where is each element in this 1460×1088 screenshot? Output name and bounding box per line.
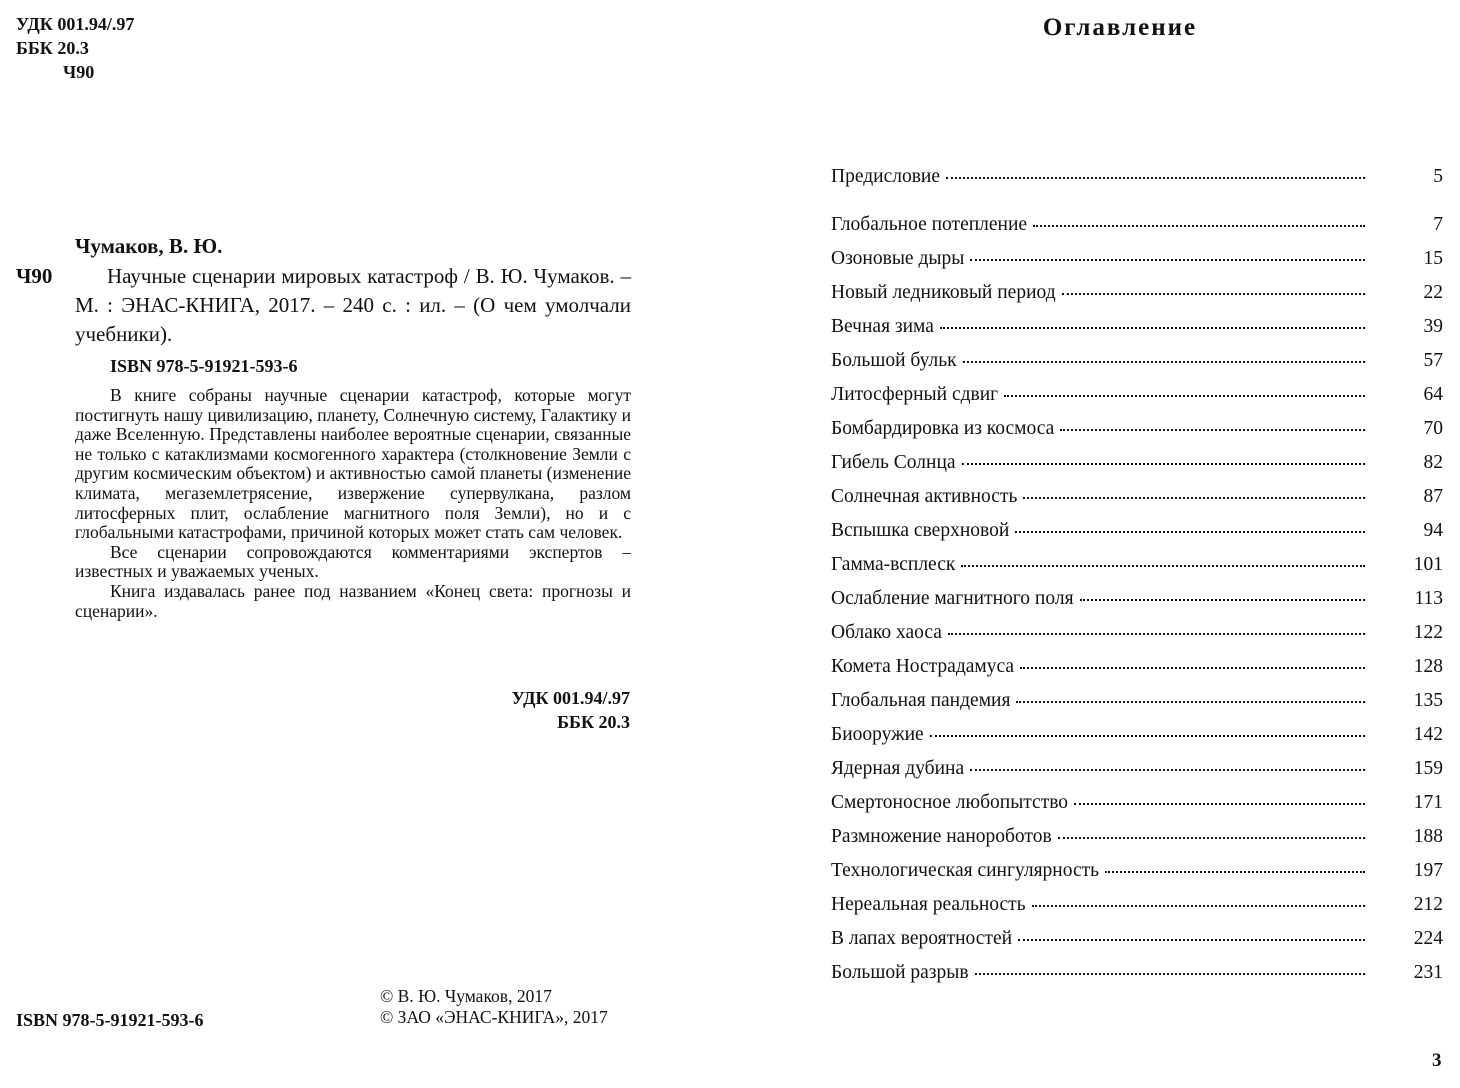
toc-leader-dots [961,565,1365,567]
toc-entry[interactable] [831,384,1443,418]
toc-entry-title: Солнечная активность [831,486,1018,507]
toc-entry-page: 231 [1413,962,1443,983]
annotation [75,386,631,621]
annotation-paragraph: Книга издавалась ранее под названием «Конец света: прогнозы и сценарии». [75,580,631,621]
bibliographic-description: Научные сценарии мировых катастроф / В. Ю. Чумаков. – М. : ЭНАС-КНИГА, 2017. – 240 с. : ил. – (О чем умолчали учебники). [75,264,631,346]
isbn-bottom: ISBN 978-5-91921-593-6 [16,1010,204,1030]
toc-leader-dots [1018,939,1365,941]
toc-entry[interactable] [831,792,1443,826]
toc-entry-title: Новый ледниковый период [831,282,1056,303]
toc-leader-dots [1033,225,1365,227]
toc-entry-page: 135 [1413,690,1443,711]
table-of-contents [831,166,1443,996]
toc-entry[interactable] [831,588,1443,622]
toc-entry-page: 212 [1413,894,1443,915]
toc-entry-page: 39 [1423,316,1443,337]
toc-leader-dots [1062,293,1365,295]
toc-heading: Оглавление [1042,14,1198,41]
toc-entry[interactable] [831,282,1443,316]
toc-entry-title: Озоновые дыры [831,248,965,269]
toc-entry[interactable] [831,214,1443,248]
toc-entry-title: Вечная зима [831,316,934,337]
toc-leader-dots [1020,667,1365,669]
toc-leader-dots [1004,395,1365,397]
toc-entry-page: 64 [1423,384,1443,405]
toc-leader-dots [1058,837,1365,839]
toc-leader-dots [946,177,1365,179]
toc-entry-page: 197 [1413,860,1443,881]
toc-leader-dots [1060,429,1365,431]
toc-entry-page: 159 [1413,758,1443,779]
toc-entry-title: Нереальная реальность [831,894,1026,915]
annotation-paragraph: Все сценарии сопровождаются комментариями экспертов – известных и уважаемых ученых. [75,541,631,582]
toc-entry-page: 7 [1433,214,1443,235]
toc-entry-page: 142 [1413,724,1443,745]
toc-leader-dots [1074,803,1365,805]
toc-leader-dots [963,361,1365,363]
toc-leader-dots [962,463,1365,465]
toc-leader-dots [970,259,1365,261]
toc-entry-page: 5 [1433,166,1443,187]
author-mark-top: Ч90 [63,62,95,82]
toc-entry[interactable] [831,554,1443,588]
toc-entry-title: Большой разрыв [831,962,969,983]
toc-entry-title: Ядерная дубина [831,758,965,779]
toc-entry-page: 15 [1423,248,1443,269]
toc-entry-page: 101 [1413,554,1443,575]
toc-entry-page: 87 [1423,486,1443,507]
toc-entry-title: Биооружие [831,724,924,745]
toc-entry-page: 94 [1423,520,1443,541]
toc-entry-page: 82 [1423,452,1443,473]
toc-entry-page: 113 [1414,588,1443,609]
toc-entry[interactable] [831,350,1443,384]
toc-leader-dots [1105,871,1365,873]
toc-entry[interactable] [831,418,1443,452]
isbn-inline: ISBN 978-5-91921-593-6 [110,356,298,376]
toc-entry[interactable] [831,860,1443,894]
toc-entry[interactable] [831,724,1443,758]
toc-entry-title: Предисловие [831,166,941,187]
toc-entry-page: 171 [1413,792,1443,813]
copyright-author: © В. Ю. Чумаков, 2017 [380,986,552,1006]
toc-entry-title: Большой бульк [831,350,957,371]
toc-entry[interactable] [831,248,1443,282]
toc-entry-title: Размножение нанороботов [831,826,1052,847]
toc-entry-title: Облако хаоса [831,622,942,643]
udk-code-bottom: УДК 001.94/.97 [511,688,630,708]
toc-entry[interactable] [831,962,1443,996]
toc-entry-title: Бомбардировка из космоса [831,418,1055,439]
toc-leader-dots [975,973,1365,975]
toc-leader-dots [948,633,1365,635]
toc-entry-page: 224 [1413,928,1443,949]
page-number: 3 [1432,1050,1442,1071]
toc-entry-title: Технологическая сингулярность [831,860,1100,881]
toc-entry-page: 122 [1413,622,1443,643]
toc-entry-title: Смертоносное любопытство [831,792,1069,813]
toc-entry[interactable] [831,656,1443,690]
author-heading: Чумаков, В. Ю. [75,234,223,258]
bbk-code-bottom: ББК 20.3 [557,712,630,732]
toc-entry-title: Ослабление магнитного поля [831,588,1074,609]
author-mark: Ч90 [16,264,53,288]
udk-code: УДК 001.94/.97 [16,14,135,34]
toc-entry[interactable] [831,486,1443,520]
toc-entry[interactable] [831,928,1443,962]
copyright-block [380,986,608,1028]
toc-entry-title: Вспышка сверхновой [831,520,1010,541]
toc-leader-dots [1032,905,1365,907]
toc-entry[interactable] [831,316,1443,350]
classification-block [16,12,134,84]
toc-leader-dots [930,735,1365,737]
toc-entry[interactable] [831,622,1443,656]
toc-leader-dots [940,327,1365,329]
toc-entry[interactable] [831,452,1443,486]
toc-entry-title: Литосферный сдвиг [831,384,999,405]
toc-entry-page: 70 [1423,418,1443,439]
toc-leader-dots [1023,497,1365,499]
toc-entry-title: Глобальная пандемия [831,690,1011,711]
toc-entry-page: 188 [1413,826,1443,847]
annotation-paragraph: В книге собраны научные сценарии катастроф, которые могут постигнуть нашу цивилизацию, планету, Солнечную систему, Галактику и даже Вселенную. Представлены наиболее вероятные сценарии, связанные не только с катаклизмами космогенного характера (столкновение Земли с другим космическим объектом) и активностью самой планеты (изменение климата, мегаземлетрясение, извержение супервулкана, разлом литосферных плит, ослабление магнитного поля Земли), но и с глобальными катастрофами, причиной которых может стать сам человек. [75,385,631,543]
toc-leader-dots [1080,599,1365,601]
toc-entry[interactable] [831,826,1443,860]
toc-entry-page: 57 [1423,350,1443,371]
toc-entry[interactable] [831,520,1443,554]
toc-leader-dots [970,769,1365,771]
toc-entry-page: 22 [1423,282,1443,303]
bbk-code: ББК 20.3 [16,38,89,58]
toc-entry-title: Гамма-всплеск [831,554,956,575]
toc-entry-title: В лапах вероятностей [831,928,1013,949]
toc-entry[interactable] [831,758,1443,792]
toc-leader-dots [1016,701,1365,703]
classification-bottom [400,686,630,734]
toc-entry[interactable] [831,166,1443,200]
toc-entry[interactable] [831,894,1443,928]
toc-entry-title: Комета Нострадамуса [831,656,1015,677]
toc-entry[interactable] [831,690,1443,724]
toc-leader-dots [1015,531,1365,533]
toc-entry-title: Гибель Солнца [831,452,956,473]
toc-entry-title: Глобальное потепление [831,214,1028,235]
copyright-publisher: © ЗАО «ЭНАС-КНИГА», 2017 [380,1007,608,1027]
toc-entry-page: 128 [1413,656,1443,677]
